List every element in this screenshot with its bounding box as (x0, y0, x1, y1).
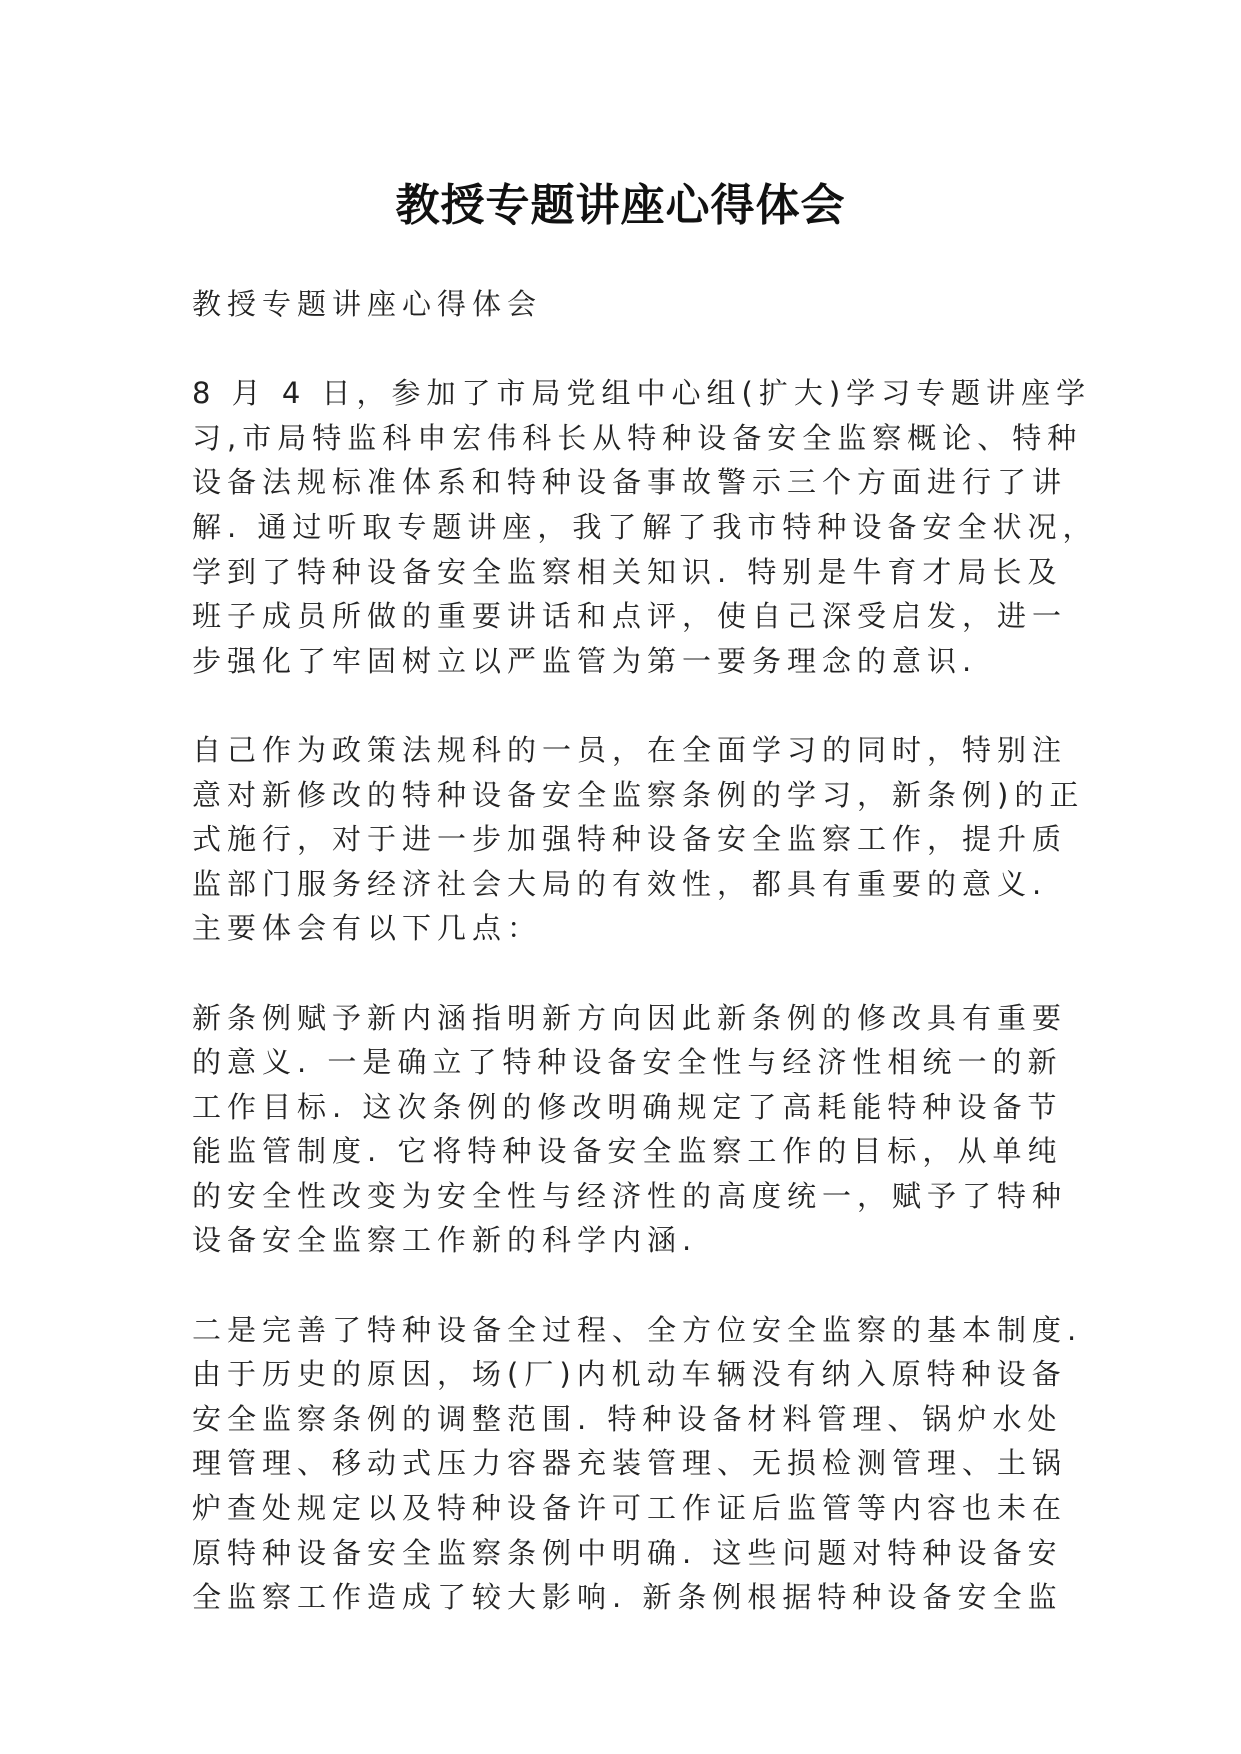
paragraph-line: 能监管制度. 它将特种设备安全监察工作的目标，从单纯 (192, 1134, 1063, 1169)
paragraph-line: 的意义. 一是确立了特种设备安全性与经济性相统一的新 (192, 1045, 1063, 1080)
paragraph-line: 设备法规标准体系和特种设备事故警示三个方面进行了讲 (192, 465, 1068, 500)
paragraph-gap (192, 327, 1027, 372)
document-body (192, 282, 1098, 1620)
paragraph-line: 的安全性改变为安全性与经济性的高度统一，赋予了特种 (192, 1178, 1068, 1213)
paragraph-4 (192, 1308, 1083, 1620)
paragraph-1 (192, 371, 1098, 683)
paragraph-line: 全监察工作造成了较大影响. 新条例根据特种设备安全监 (192, 1580, 1063, 1615)
paragraph-line: 班子成员所做的重要讲话和点评，使自己深受启发，进一 (192, 599, 1068, 634)
paragraph-line: 原特种设备安全监察条例中明确. 这些问题对特种设备安 (192, 1535, 1063, 1570)
paragraph-line: 自己作为政策法规科的一员，在全面学习的同时，特别注 (192, 732, 1068, 767)
paragraph-line: 由于历史的原因，场(厂)内机动车辆没有纳入原特种设备 (192, 1357, 1067, 1392)
paragraph-line: 炉查处规定以及特种设备许可工作证后监管等内容也未在 (192, 1491, 1068, 1526)
paragraph-line: 理管理、移动式压力容器充装管理、无损检测管理、土锅 (192, 1446, 1068, 1481)
paragraph-line: 工作目标. 这次条例的修改明确规定了高耗能特种设备节 (192, 1089, 1063, 1124)
paragraph-gap (192, 951, 1027, 996)
paragraph-line: 新条例赋予新内涵指明新方向因此新条例的修改具有重要 (192, 1000, 1068, 1035)
paragraph-line: 二是完善了特种设备全过程、全方位安全监察的基本制度. (192, 1312, 1083, 1347)
paragraph-line: 习,市局特监科申宏伟科长从特种设备安全监察概论、特种 (192, 420, 1083, 455)
document-title: 教授专题讲座心得体会 (395, 180, 846, 231)
paragraph-line: 监部门服务经济社会大局的有效性，都具有重要的意义. (192, 866, 1048, 901)
paragraph-2 (192, 728, 1085, 951)
paragraph-line: 安全监察条例的调整范围. 特种设备材料管理、锅炉水处 (192, 1401, 1063, 1436)
paragraph-gap (192, 683, 1027, 728)
paragraph-line: 8 月 4 日，参加了市局党组中心组(扩大)学习专题讲座学 (192, 376, 1092, 411)
paragraph-line: 意对新修改的特种设备安全监察条例的学习，新条例)的正 (192, 777, 1085, 812)
paragraph-3 (192, 996, 1068, 1264)
paragraph-line: 主要体会有以下几点： (192, 911, 543, 946)
document-subtitle: 教授专题讲座心得体会 (192, 287, 543, 321)
paragraph-line: 学到了特种设备安全监察相关知识. 特别是牛育才局长及 (192, 554, 1063, 589)
paragraph-line: 步强化了牢固树立以严监管为第一要务理念的意识. (192, 643, 978, 678)
paragraph-gap (192, 1263, 1027, 1308)
paragraph-line: 设备安全监察工作新的科学内涵. (192, 1223, 698, 1258)
paragraph-line: 解. 通过听取专题讲座，我了解了我市特种设备安全状况， (192, 509, 1098, 544)
paragraph-line: 式施行，对于进一步加强特种设备安全监察工作，提升质 (192, 822, 1068, 857)
